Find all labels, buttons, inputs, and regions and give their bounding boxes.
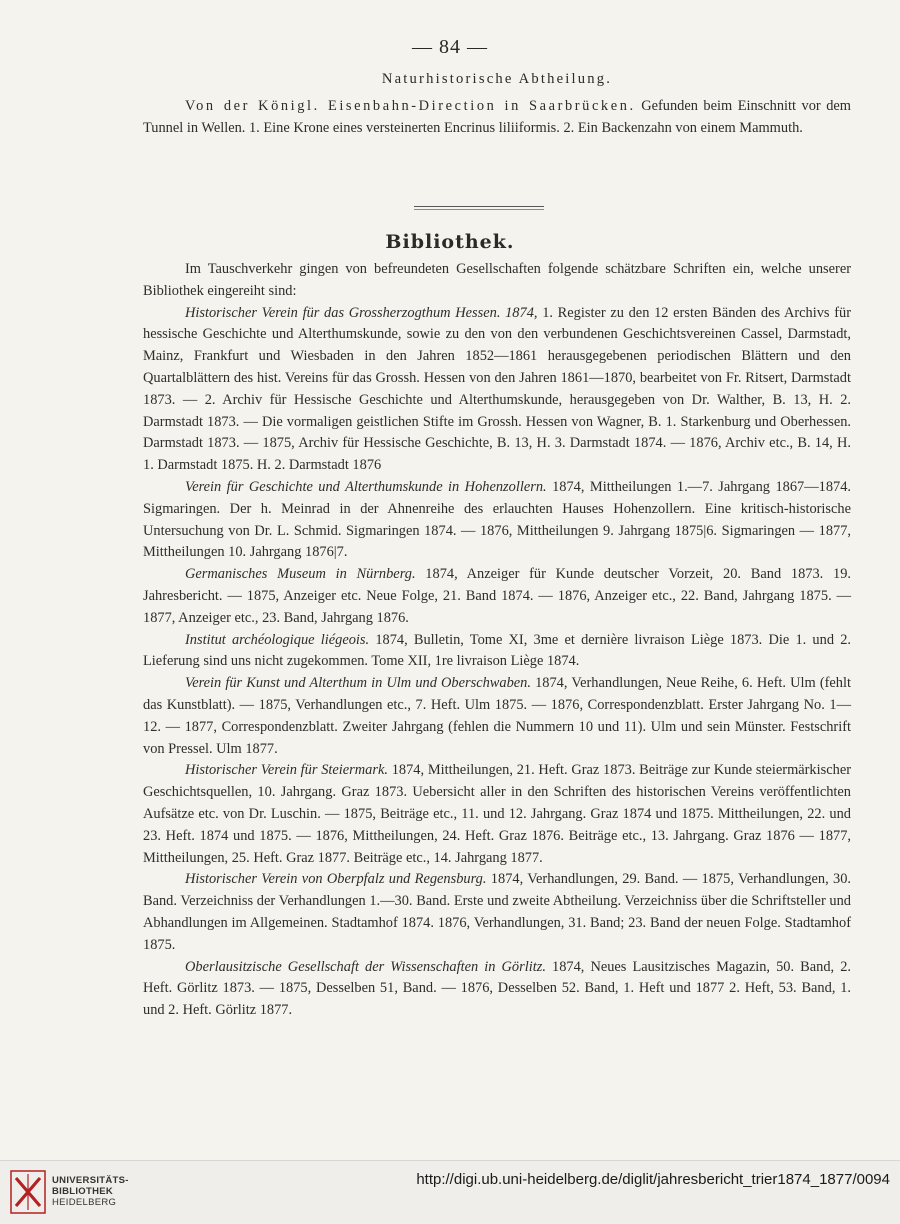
entry-text: 1874, Anzeiger für Kunde deutscher Vorzeit, 20. Band 1873. 19. Jahresbericht. — 1875, Anzeiger etc. Neue Folge, 21. Band 1874. — 1876, Anzeiger etc., 22. Band, Jahrgang 1875. — 1877, Anzeiger etc., 23. Band, Jahrgang 1876. xyxy=(143,566,851,626)
entry-text: 1874, Neues Lausitzisches Magazin, 50. Band, 2. Heft. Görlitz 1873. — 1875, Desselben 51, Band. — 1876, Desselben 52. Band, 1. Heft und 1877 2. Heft, 53. Band, 1. und 2. Heft. Görlitz 1877. xyxy=(143,958,851,1019)
society-name: Historischer Verein von Oberpfalz und Regensburg. xyxy=(185,871,487,888)
list-item xyxy=(143,477,851,564)
list-item xyxy=(143,630,851,674)
entry-text: 1874, Verhandlungen, Neue Reihe, 6. Heft. Ulm (fehlt das Kunstblatt). — 1875, Verhandlungen etc., 7. Heft. Ulm 1875. — 1876, Correspondenzblatt. Erster Jahrgang No. 1—12. — 1877, Correspondenzblatt. Zweiter Jahrgang (fehlen die Nummern 10 und 11). Ulm und sein Münster. Festschrift von Pressel. Ulm 1877. xyxy=(143,675,851,757)
naturhist-paragraph xyxy=(143,96,851,140)
list-item xyxy=(143,564,851,629)
list-item xyxy=(143,303,851,477)
list-item xyxy=(143,673,851,760)
donor-name: Von der Königl. Eisenbahn-Direction in Saarbrücken. xyxy=(185,98,636,114)
society-name: Institut archéologique liégeois. xyxy=(185,631,370,648)
bibliothek-body xyxy=(143,259,851,1022)
society-name: Historischer Verein für das Grossherzogthum Hessen. 1874, xyxy=(185,304,538,321)
society-name: Oberlausitzische Gesellschaft der Wissenschaften in Görlitz. xyxy=(185,958,546,975)
separator-rule xyxy=(414,206,544,207)
donor-text: Gefunden beim Einschnitt vor dem Tunnel in Wellen. 1. Eine Krone eines versteinerten Encrinus liliiformis. 2. Ein Backenzahn von einem Mammuth. xyxy=(143,98,851,136)
library-name-line: BIBLIOTHEK xyxy=(52,1186,114,1197)
society-name: Germanisches Museum in Nürnberg. xyxy=(185,566,416,583)
entry-text: 1874, Mittheilungen, 21. Heft. Graz 1873. Beiträge zur Kunde steiermärkischer Geschichtsquellen, 10. Jahrgang. Graz 1873. Uebersicht aller in den Schriften des historischen Vereins veröffentlichten Aufsätze etc. von Dr. Luschin. — 1875, Beiträge etc., 11. und 12. Jahrgang. Graz 1874 und 1875. Mittheilungen, 22. und 23. Heft. 1874 und 1875. — 1876, Mittheilungen, 24. Heft. Graz 1876. Beiträge etc., 13. Jahrgang. Graz 1876 — 1877, Mittheilungen, 25. Heft. Graz 1877. Beiträge etc., 14. Jahrgang 1877. xyxy=(143,762,851,866)
bibliothek-intro: Im Tauschverkehr gingen von befreundeten Gesellschaften folgende schätzbare Schriften ein, welche unserer Bibliothek eingereiht sind: xyxy=(143,261,851,299)
list-item xyxy=(143,869,851,956)
source-url-link[interactable]: http://digi.ub.uni-heidelberg.de/diglit/jahresbericht_trier1874_1877/0094 xyxy=(416,1171,890,1188)
library-name xyxy=(52,1175,129,1208)
list-item xyxy=(143,760,851,869)
library-name-line: UNIVERSITÄTS- xyxy=(52,1175,129,1186)
section-heading: Naturhistorische Abtheilung. xyxy=(381,71,613,87)
entry-text: 1. Register zu den 12 ersten Bänden des Archivs für hessische Geschichte und Alterthumskunde, sowie zu den von den verbundenen Geschichtsvereinen Cassel, Darmstadt, Mainz, Frankfurt und Wiesbaden in den Jahren 1852—1861 herausgegebenen periodischen Blättern und den Quartalblättern des hist. Vereins für das Grossh. Hessen von den Jahren 1861—1870, bearbeitet von Fr. Ritsert, Darmstadt 1873. — 2. Archiv für Hessische Geschichte und Alterthumskunde, herausgegeben von Dr. Walther, B. 13, H. 2. Darmstadt 1873. — Die vormaligen geistlichen Stifte im Grossh. Hessen von Wagner, B. 1. Starkenburg und Oberhessen. Darmstadt 1873. — 1875, Archiv für Hessische Geschichte, B. 13, H. 3. Darmstadt 1874. — 1876, Archiv etc., B. 14, H. 1. Darmstadt 1875. H. 2. Darmstadt 1876 xyxy=(143,304,852,474)
entry-text: 1874, Verhandlungen, 29. Band. — 1875, Verhandlungen, 30. Band. Verzeichniss der Verhandlungen 1.—30. Band. Erste und zweite Abtheilung. Verzeichniss über die Schriftsteller und Abhandlungen im Allgemeinen. Stadtamhof 1874. 1876, Verhandlungen, 31. Band; 23. Band der neuen Folge. Stadtamhof 1875. xyxy=(143,871,851,953)
page-number: — 84 — xyxy=(412,36,488,58)
entry-text: 1874, Mittheilungen 1.—7. Jahrgang 1867—1874. Sigmaringen. Der h. Meinrad in der Ahnenreihe des erlauchten Hauses Hohenzollern. Eine kritisch-historische Untersuchung von Dr. L. Schmid. Sigmaringen 1874. — 1876, Mittheilungen 9. Jahrgang 1875|6. Sigmaringen — 1877, Mittheilungen 10. Jahrgang 1876|7. xyxy=(143,478,851,561)
separator-rule-lower xyxy=(414,209,544,210)
footer-bar xyxy=(0,1160,900,1224)
bibliothek-heading: Bibliothek. xyxy=(385,231,515,253)
society-name: Historischer Verein für Steiermark. xyxy=(185,762,388,779)
society-name: Verein für Kunst und Alterthum in Ulm und Oberschwaben. xyxy=(185,675,531,692)
society-name: Verein für Geschichte und Alterthumskunde in Hohenzollern. xyxy=(185,478,547,495)
library-name-line: HEIDELBERG xyxy=(52,1197,117,1208)
university-logo-icon[interactable] xyxy=(10,1170,46,1214)
entry-text: 1874, Bulletin, Tome XI, 3me et dernière livraison Liège 1873. Die 1. und 2. Lieferung sind uns nicht zugekommen. Tome XII, 1re livraison Liège 1874. xyxy=(143,631,852,670)
list-item xyxy=(143,957,851,1022)
